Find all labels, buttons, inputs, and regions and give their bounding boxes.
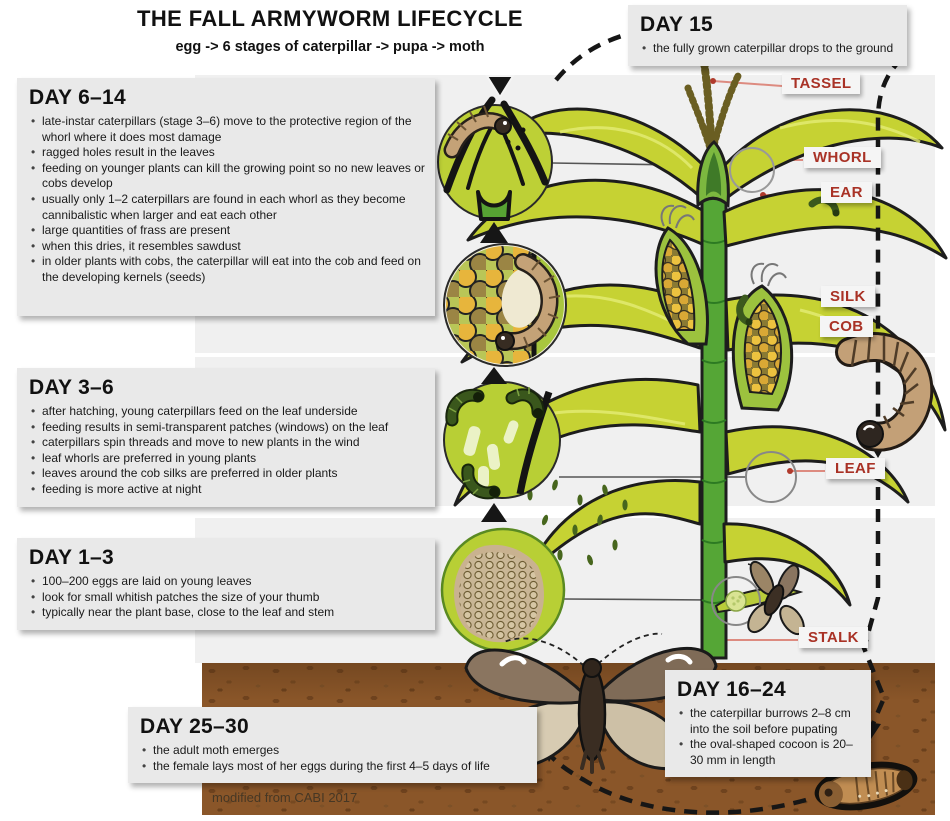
day-15-bullets [640, 41, 897, 57]
bullet-item: • caterpillars spin threads and move to new plants in the wind [29, 435, 425, 451]
bullet-item: • the caterpillar burrows 2–8 cm into the soil before pupating [677, 706, 861, 737]
bullet-item: • 100–200 eggs are laid on young leaves [29, 574, 425, 590]
day-6-14-bullets [29, 114, 425, 286]
down-arrow-icon [487, 76, 513, 97]
day-3-6-bullets [29, 404, 425, 498]
day-1-3-bullets [29, 574, 425, 621]
bullet-item: • the female lays most of her eggs during the first 4–5 days of life [140, 759, 527, 775]
bullet-item: • feeding results in semi-transparent patches (windows) on the leaf [29, 420, 425, 436]
day-16-24-bullets [677, 706, 861, 768]
day-6-14-title: DAY 6–14 [29, 86, 126, 109]
up-arrow-icon [481, 367, 507, 384]
page-title: THE FALL ARMYWORM LIFECYCLE [136, 6, 523, 31]
day-15-title: DAY 15 [640, 13, 714, 36]
day-25-30-title: DAY 25–30 [140, 715, 249, 738]
bullet-item: • ragged holes result in the leaves [29, 145, 425, 161]
label-tassel: TASSEL [782, 73, 860, 94]
up-arrow-icon [481, 503, 507, 522]
silk-right [752, 264, 786, 286]
bullet-item: • feeding is more active at night [29, 482, 425, 498]
inset-cob-damage [444, 244, 568, 369]
bullet-item: • the fully grown caterpillar drops to the ground [640, 41, 897, 57]
bullet-item: • leaves around the cob silks are preferred in older plants [29, 466, 425, 482]
bullet-item: • in older plants with cobs, the caterpillar will eat into the cob and feed on the developing kernels (seeds) [29, 254, 425, 285]
day-1-3-infobox [17, 538, 435, 630]
day-3-6-infobox [17, 368, 435, 507]
bullet-item: • when this dries, it resembles sawdust [29, 239, 425, 255]
day-1-3-title: DAY 1–3 [29, 546, 115, 569]
day-6-14-infobox [17, 78, 435, 316]
bullet-item: • the adult moth emerges [140, 743, 527, 759]
bullet-item: • usually only 1–2 caterpillars are found in each whorl as they become cannibalistic when larger and eat each other [29, 192, 425, 223]
bullet-item: • large quantities of frass are present [29, 223, 425, 239]
label-whorl: WHORL [804, 147, 881, 168]
large-caterpillar [850, 336, 918, 447]
bullet-item: • the oval-shaped cocoon is 20–30 mm in length [677, 737, 861, 768]
day-3-6-title: DAY 3–6 [29, 376, 115, 399]
bullet-item: • leaf whorls are preferred in young plants [29, 451, 425, 467]
day-25-30-bullets [140, 743, 527, 774]
label-ear: EAR [821, 182, 872, 203]
day-15-infobox [628, 5, 907, 66]
page-subtitle: egg -> 6 stages of caterpillar -> pupa -> moth [175, 39, 485, 55]
inset-leaf-windows [444, 382, 560, 498]
bullet-item: • look for small whitish patches the size of your thumb [29, 590, 425, 606]
day-16-24-infobox [665, 670, 871, 777]
bullet-item: • late-instar caterpillars (stage 3–6) move to the protective region of the whorl where it does most damage [29, 114, 425, 145]
bullet-item: • typically near the plant base, close to the leaf and stem [29, 605, 425, 621]
label-stalk: STALK [799, 627, 868, 648]
bullet-item: • feeding on younger plants can kill the growing point so no new leaves or cobs develop [29, 161, 425, 192]
corn-ear-right [733, 264, 791, 410]
whorl-art [698, 142, 729, 205]
day-16-24-title: DAY 16–24 [677, 678, 786, 701]
inset-whorl-damage [438, 76, 552, 219]
inset-egg-mass [442, 529, 564, 651]
label-leaf: LEAF [826, 458, 885, 479]
label-silk: SILK [821, 286, 875, 307]
label-cob: COB [820, 316, 873, 337]
bullet-item: • after hatching, young caterpillars feed on the leaf underside [29, 404, 425, 420]
title-block [95, 6, 565, 55]
credit-text: modified from CABI 2017 [212, 790, 358, 805]
day-25-30-infobox [128, 707, 537, 783]
tassel-art [688, 62, 738, 150]
